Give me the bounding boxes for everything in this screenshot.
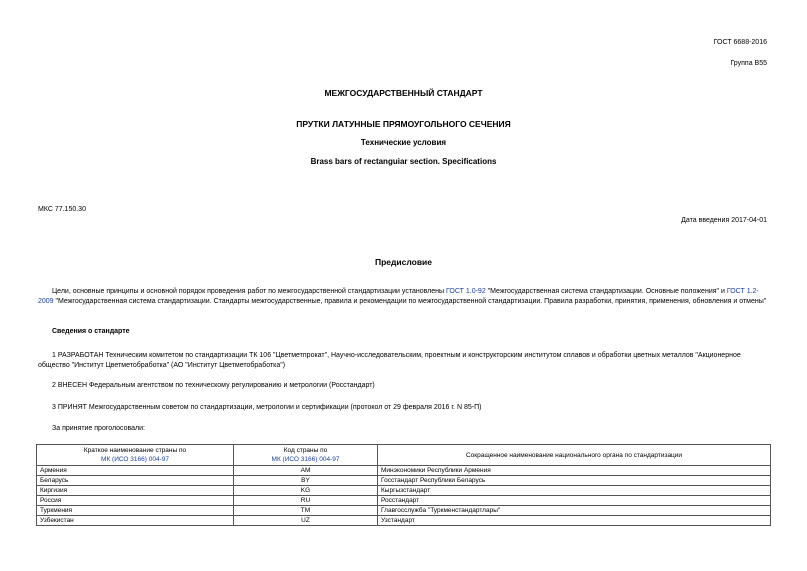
- table-row: [37, 486, 771, 496]
- foreword-paragraph: [38, 287, 769, 307]
- country-cell: Беларусь: [37, 476, 234, 486]
- body-cell: Главгосслужба "Туркменстандартлары": [378, 506, 771, 516]
- code-cell: KG: [234, 486, 378, 496]
- body-cell: Росстандарт: [378, 496, 771, 506]
- body-cell: Узстандарт: [378, 516, 771, 526]
- table-row: [37, 496, 771, 506]
- gost-1-2-2009-link[interactable]: ГОСТ 1.2-2009: [38, 288, 759, 305]
- intro-date: Дата введения 2017-04-01: [681, 217, 767, 224]
- voted-label: За принятие проголосовали:: [52, 425, 145, 432]
- country-cell: Россия: [37, 496, 234, 506]
- country-cell: Туркмения: [37, 506, 234, 516]
- country-cell: Армения: [37, 466, 234, 476]
- paragraph-text: Цели, основные принципы и основной порядок проведения работ по межгосударственной стандартизации установлены: [52, 288, 446, 295]
- table-row: [37, 516, 771, 526]
- code-cell: AM: [234, 466, 378, 476]
- header-standards-body: Сокращенное наименование национального органа по стандартизации: [378, 445, 771, 466]
- mks-code: МКС 77.150.30: [38, 206, 86, 213]
- header-country-text: Краткое наименование страны по: [83, 447, 187, 454]
- table-row: [37, 466, 771, 476]
- header-country-name: [37, 445, 234, 466]
- item-developed: [38, 351, 769, 371]
- item-developed-text: 1 РАЗРАБОТАН Техническим комитетом по стандартизации ТК 106 "Цветметпрокат", Научно-исследовательским, проектным и конструкторским институтом сплавов и обработки цветных металлов "Акционерное общество "Институт Цветметобработка" (АО "Институт Цветметобработка"): [38, 352, 741, 369]
- mk-iso-3166-link[interactable]: МК (ИСО 3166) 004-97: [271, 456, 340, 463]
- code-cell: TM: [234, 506, 378, 516]
- code-cell: UZ: [234, 516, 378, 526]
- table-row: [37, 476, 771, 486]
- code-cell: RU: [234, 496, 378, 506]
- document-title: ПРУТКИ ЛАТУННЫЕ ПРЯМОУГОЛЬНОГО СЕЧЕНИЯ: [296, 119, 511, 129]
- body-cell: Кыргызстандарт: [378, 486, 771, 496]
- mk-iso-3166-link[interactable]: МК (ИСО 3166) 004-97: [101, 456, 169, 463]
- header-country-code: [234, 445, 378, 466]
- standard-type: МЕЖГОСУДАРСТВЕННЫЙ СТАНДАРТ: [324, 88, 483, 98]
- paragraph-text: "Межгосударственная система стандартизации. Основные положения" и: [485, 288, 727, 295]
- country-cell: Узбекистан: [37, 516, 234, 526]
- paragraph-text: "Межгосударственная система стандартизации. Стандарты межгосударственные, правила и рекомендации по межгосударственной стандартизации. Правила разработки, принятия, применения, обновления и отмены": [53, 298, 767, 305]
- document-title-english: Brass bars of rectanguiar section. Specifications: [310, 157, 497, 166]
- document-group: Группа В55: [730, 60, 767, 67]
- gost-1-0-92-link[interactable]: ГОСТ 1.0-92: [445, 288, 486, 295]
- table-row: [37, 506, 771, 516]
- country-cell: Киргизия: [37, 486, 234, 496]
- header-code-text: Код страны по: [283, 447, 328, 454]
- foreword-heading: Предисловие: [374, 257, 433, 267]
- item-submitted: 2 ВНЕСЕН Федеральным агентством по техническому регулированию и метрологии (Росстандарт): [52, 382, 375, 389]
- code-cell: BY: [234, 476, 378, 486]
- document-code: ГОСТ 6688-2016: [713, 39, 767, 46]
- document-subtitle: Технические условия: [360, 138, 447, 147]
- item-adopted: 3 ПРИНЯТ Межгосударственным советом по стандартизации, метрологии и сертификации (протокол от 29 февраля 2016 г. N 85-П): [52, 404, 482, 411]
- table-header-row: [37, 445, 771, 466]
- countries-table: [36, 444, 771, 526]
- standard-info-heading: Сведения о стандарте: [52, 328, 130, 335]
- body-cell: Минэкономики Республики Армения: [378, 466, 771, 476]
- body-cell: Госстандарт Республики Беларусь: [378, 476, 771, 486]
